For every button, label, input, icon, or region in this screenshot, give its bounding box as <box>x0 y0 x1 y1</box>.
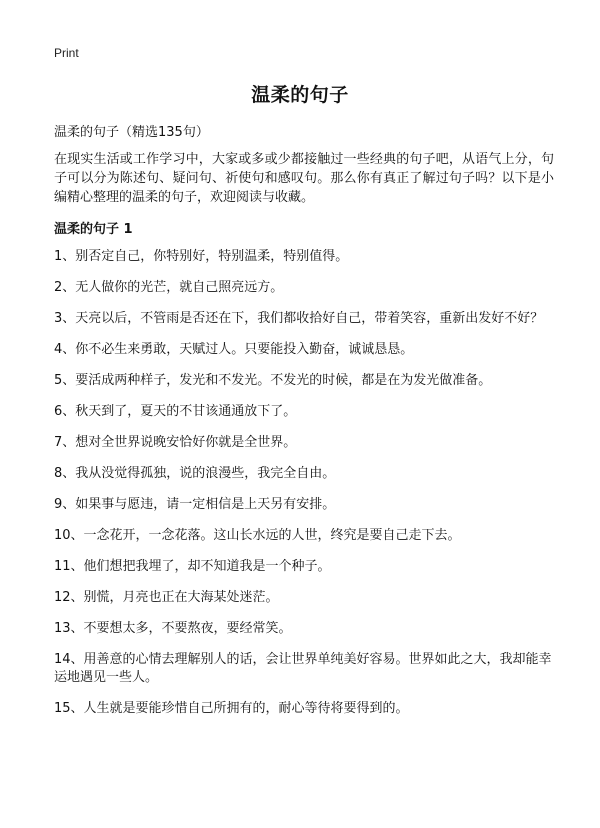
list-item: 11、他们想把我埋了，却不知道我是一个种子。 <box>54 559 331 574</box>
page-title: 温柔的句子 <box>251 84 349 106</box>
subtitle: 温柔的句子（精选135句） <box>54 125 209 140</box>
list-item: 1、别否定自己，你特别好，特别温柔，特别值得。 <box>54 249 349 264</box>
print-link[interactable]: Print <box>54 46 79 60</box>
list-item: 2、无人做你的光芒，就自己照亮远方。 <box>54 280 284 295</box>
list-item: 7、想对全世界说晚安恰好你就是全世界。 <box>54 435 297 450</box>
sentence-list <box>54 248 552 731</box>
list-item: 4、你不必生来勇敢，天赋过人。只要能投入勤奋，诚诚恳恳。 <box>54 342 414 357</box>
list-item: 13、不要想太多，不要熬夜，要经常笑。 <box>54 621 292 636</box>
list-item: 10、一念花开，一念花落。这山长水远的人世，终究是要自己走下去。 <box>54 528 461 543</box>
list-item: 6、秋天到了，夏天的不甘该通通放下了。 <box>54 404 297 419</box>
intro-paragraph: 在现实生活或工作学习中，大家或多或少都接触过一些经典的句子吧，从语气上分，句子可以分为陈述句、疑问句、祈使句和感叹句。那么你有真正了解过句子吗？以下是小编精心整理的温柔的句子，欢迎阅读与收藏。 <box>54 152 554 205</box>
list-item: 5、要活成两种样子，发光和不发光。不发光的时候，都是在为发光做准备。 <box>54 373 492 388</box>
list-item: 14、用善意的心情去理解别人的话，会让世界单纯美好容易。世界如此之大，我却能幸运地遇见一些人。 <box>54 652 552 685</box>
section-heading: 温柔的句子 1 <box>54 222 133 237</box>
list-item: 8、我从没觉得孤独，说的浪漫些，我完全自由。 <box>54 466 336 481</box>
list-item: 15、人生就是要能珍惜自己所拥有的，耐心等待将要得到的。 <box>54 701 409 716</box>
list-item: 12、别慌，月亮也正在大海某处迷茫。 <box>54 590 279 605</box>
list-item: 3、天亮以后，不管雨是否还在下，我们都收拾好自己，带着笑容，重新出发好不好？ <box>54 311 544 326</box>
list-item: 9、如果事与愿违，请一定相信是上天另有安排。 <box>54 497 336 512</box>
